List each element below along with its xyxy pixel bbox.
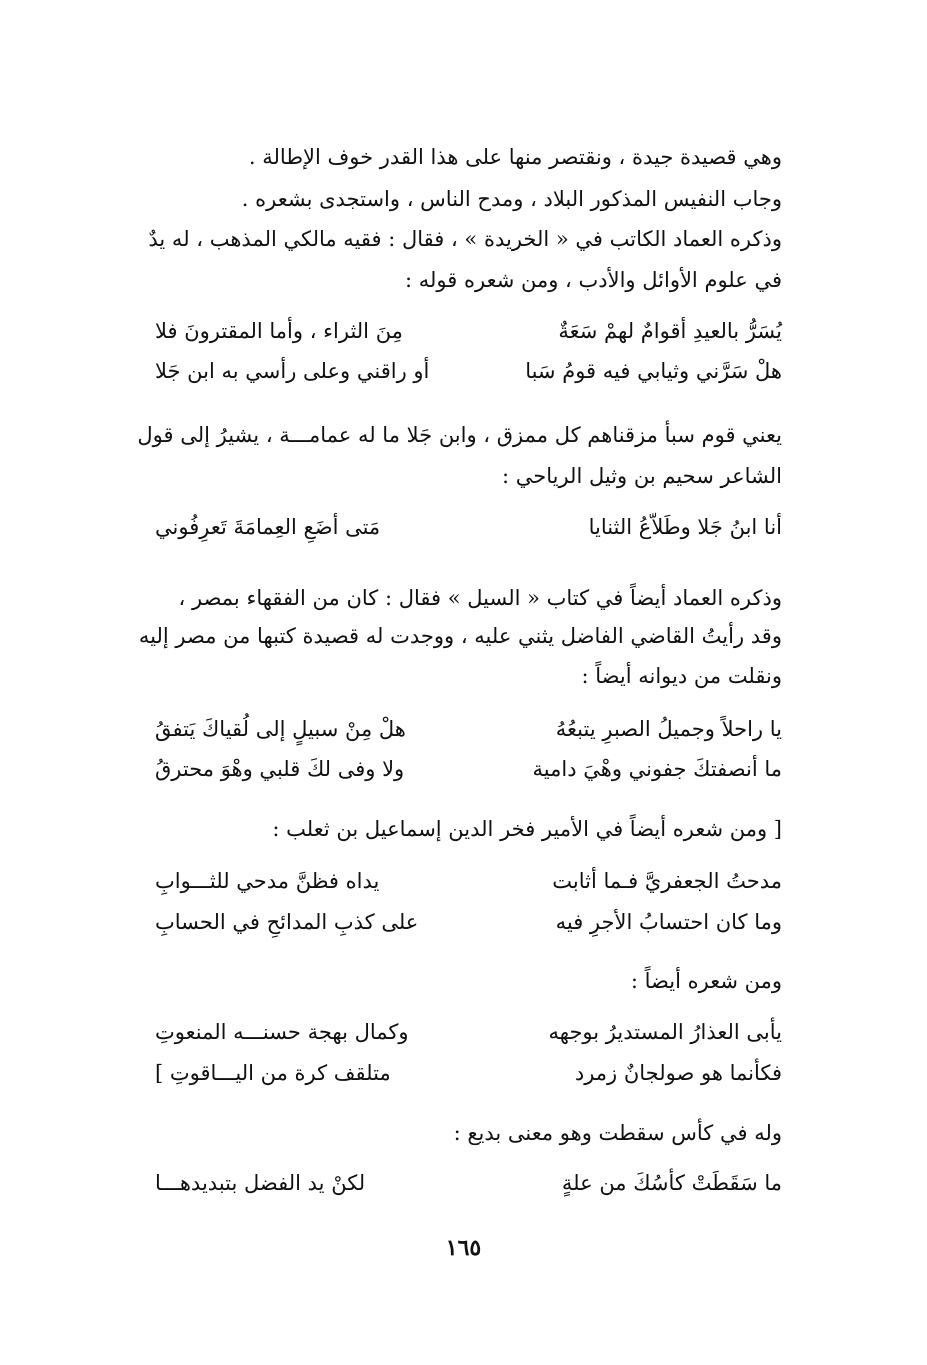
text-line: وقد رأيتُ القاضي الفاضل يثني عليه ، ووجدت له قصيدة كتبها من مصر إليه [138,624,782,648]
verse-second-hemistich: متلقف كرة من اليـــاقوتِ ] [155,1061,391,1085]
verse-first-hemistich: مدحتُ الجعفريَّ فـما أثابت [552,869,782,893]
text-line: وله في كأس سقطت وهو معنى بديع : [453,1121,782,1145]
verse-second-hemistich: يداه فظنَّ مدحي للثـــوابِ [155,869,380,893]
verse-first-hemistich: أنا ابنُ جَلا وطَلاّعُ الثنايا [588,515,782,539]
verse-first-hemistich: يُسَرُّ بالعيدِ أقوامٌ لهمْ سَعَةٌ [558,319,782,343]
verse-first-hemistich: يا راحلاً وجميلُ الصبرِ يتبعُهُ [555,717,782,741]
verse-first-hemistich: فكأنما هو صولجانٌ زمرد [574,1061,782,1085]
verse-second-hemistich: ولا وفى لكَ قلبي وهْوَ محترقُ [155,757,405,781]
verse-second-hemistich: لكنْ يد الفضل بتبديدهـــا [155,1171,366,1195]
text-line: يعني قوم سبأ مزقناهم كل ممزق ، وابن جَلا ما له عمامـــة ، يشيرُ إلى قول [137,423,782,447]
verse-first-hemistich: يأبى العذارُ المستديرُ بوجهه [548,1020,782,1044]
verse-first-hemistich: ما أنصفتكَ جفوني وهْيَ دامية [532,757,782,781]
text-line: وجاب النفيس المذكور البلاد ، ومدح الناس ، واستجدى بشعره . [241,187,782,211]
text-line: وهي قصيدة جيدة ، ونقتصر منها على هذا القدر خوف الإطالة . [248,145,782,169]
verse-first-hemistich: وما كان احتسابُ الأجرِ فيه [555,910,782,934]
verse-second-hemistich: هلْ مِنْ سبيلٍ إلى لُقياكَ يَتفقُ [155,717,406,741]
verse-second-hemistich: مَتى أضَعِ العِمامَةَ تَعرِفُوني [155,515,381,539]
text-line: في علوم الأوائل والأدب ، ومن شعره قوله : [405,268,782,292]
text-line: وذكره العماد الكاتب في « الخريدة » ، فقال : فقيه مالكي المذهب ، له يدٌ [148,227,782,251]
verse-first-hemistich: ما سَقَطَتْ كأسُكَ من علةٍ [561,1171,782,1195]
verse-second-hemistich: وكمال بهجة حسنـــه المنعوتِ [155,1020,409,1044]
page-number: ١٦٥ [445,1235,482,1261]
text-line: الشاعر سحيم بن وثيل الرياحي : [501,464,782,488]
verse-second-hemistich: على كذبِ المدائحِ في الحسابِ [155,910,419,934]
text-line: ونقلت من ديوانه أيضاً : [581,664,782,688]
text-line: [ ومن شعره أيضاً في الأمير فخر الدين إسماعيل بن ثعلب : [272,817,782,841]
text-line: وذكره العماد أيضاً في كتاب « السيل » فقال : كان من الفقهاء بمصر ، [178,586,782,610]
text-line: ومن شعره أيضاً : [630,969,782,993]
verse-second-hemistich: أو راقني وعلى رأسي به ابن جَلا [155,359,430,383]
verse-first-hemistich: هلْ سَرَّني وثيابي فيه قومُ سَبا [525,359,782,383]
verse-second-hemistich: مِنَ الثراء ، وأما المقترونَ فلا [155,319,403,343]
